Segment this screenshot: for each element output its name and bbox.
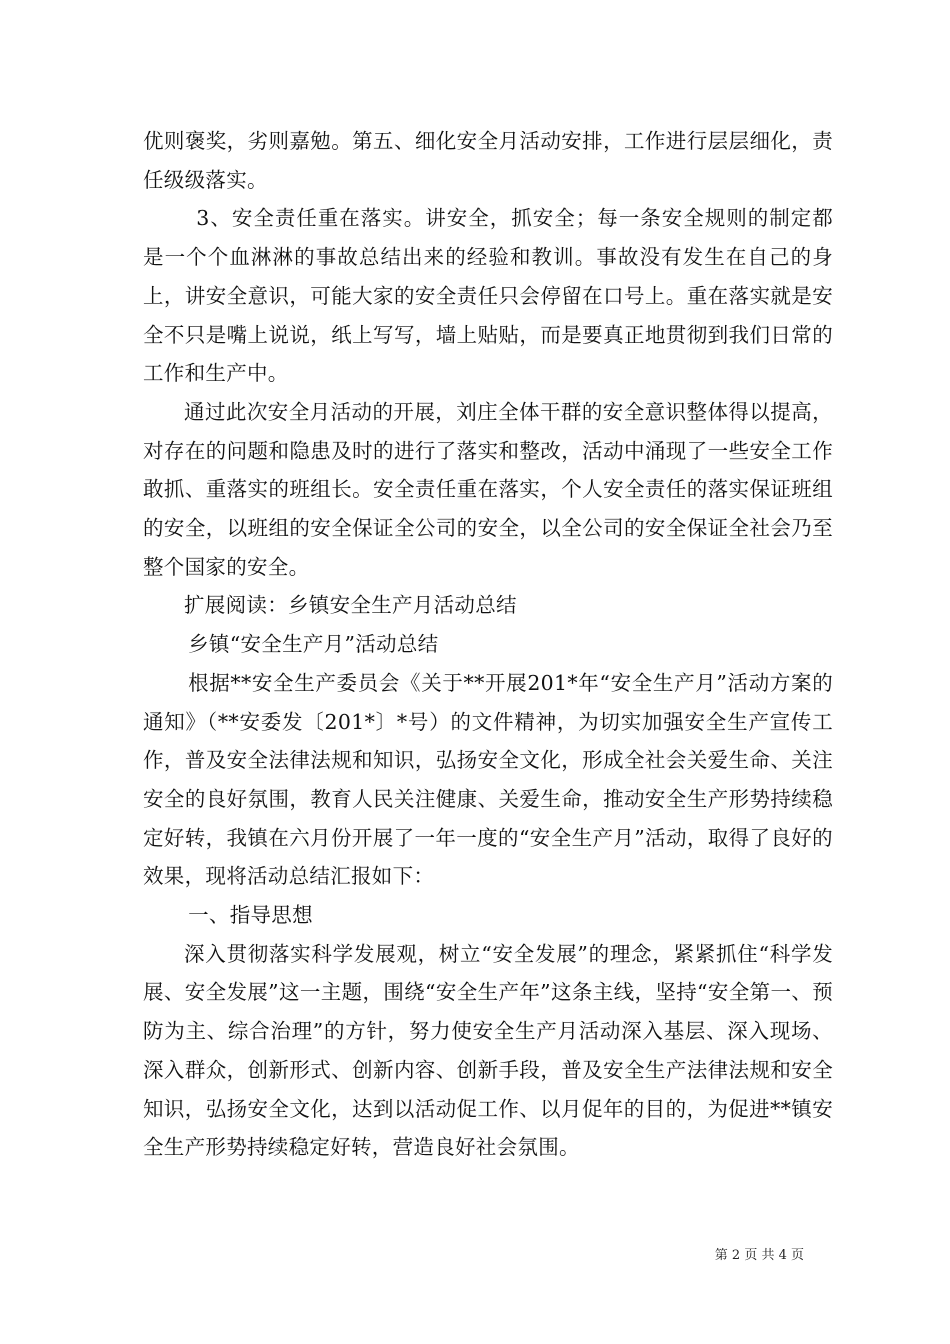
paragraph-responsibility: 3、安全责任重在落实。讲安全，抓安全；每一条安全规则的制定都是一个个血淋淋的事故总结出来的经验和教训。事故没有发生在自己的身上，讲安全意识，可能大家的安全责任只会停留在口号上。重在落实就是安全不只是嘴上说说，纸上写写，墙上贴贴，而是要真正地贯彻到我们日常的工作和生产中。 <box>143 206 833 386</box>
paragraph-section-title: 乡镇“安全生产月”活动总结 <box>188 632 439 657</box>
paragraph-extended-reading: 扩展阅读：乡镇安全生产月活动总结 <box>184 593 517 618</box>
paragraph-summary: 通过此次安全月活动的开展，刘庄全体干群的安全意识整体得以提高，对存在的问题和隐患及时的进行了落实和整改，活动中涌现了一些安全工作敢抓、重落实的班组长。安全责任重在落实，个人安全责任的落实保证班组的安全，以班组的安全保证全公司的安全，以全公司的安全保证全社会乃至整个国家的安全。 <box>143 399 833 579</box>
document-body <box>143 122 833 1167</box>
page-number-footer: 第 2 页 共 4 页 <box>714 1248 804 1263</box>
paragraph-introduction: 根据**安全生产委员会《关于**开展201*年“安全生产月”活动方案的通知》（**安委发〔201*〕*号）的文件精神，为切实加强安全生产宣传工作，普及安全法律法规和知识，弘扬安全文化，形成全社会关爱生命、关注安全的良好氛围，教育人民关注健康、关爱生命，推动安全生产形势持续稳定好转，我镇在六月份开展了一年一度的“安全生产月”活动，取得了良好的效果，现将活动总结汇报如下： <box>143 670 833 889</box>
paragraph-continuation: 优则褒奖，劣则嘉勉。第五、细化安全月活动安排，工作进行层层细化，责任级级落实。 <box>143 129 833 192</box>
heading-guiding-thought: 一、指导思想 <box>188 903 313 928</box>
paragraph-guiding-thought: 深入贯彻落实科学发展观，树立“安全发展”的理念，紧紧抓住“科学发展、安全发展”这一主题，围绕“安全生产年”这条主线，坚持“安全第一、预防为主、综合治理”的方针，努力使安全生产月活动深入基层、深入现场、深入群众，创新形式、创新内容、创新手段，普及安全生产法律法规和安全知识，弘扬安全文化，达到以活动促工作、以月促年的目的，为促进**镇安全生产形势持续稳定好转，营造良好社会氛围。 <box>143 941 833 1160</box>
